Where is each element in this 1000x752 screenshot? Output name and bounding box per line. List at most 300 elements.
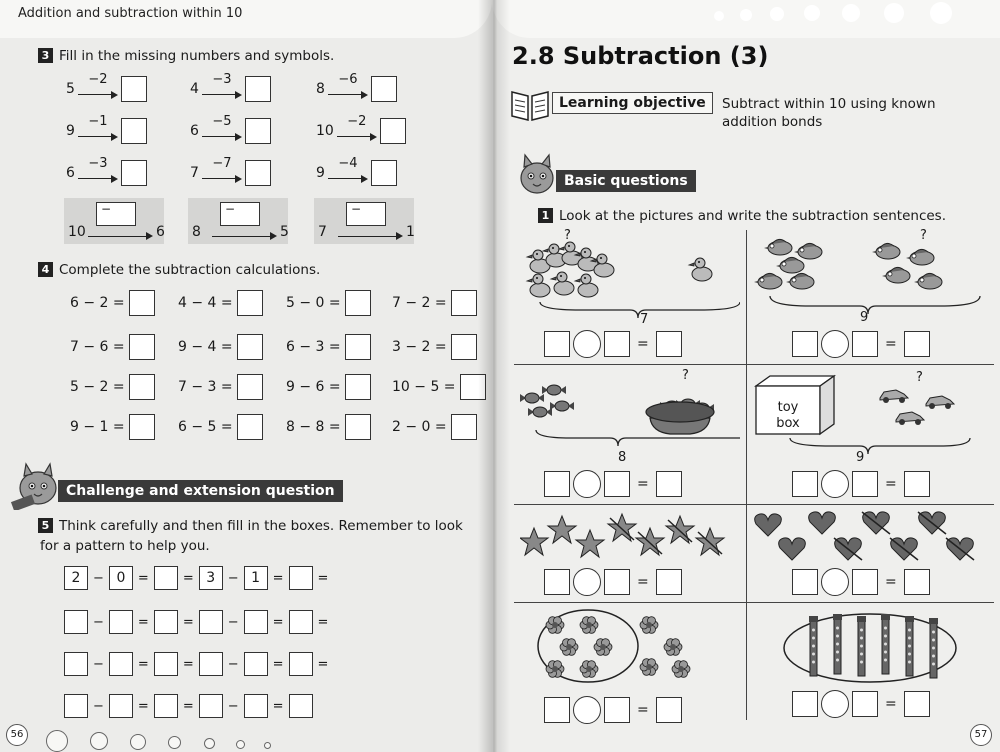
subtraction-calculation — [178, 374, 263, 400]
answer-box[interactable] — [154, 652, 178, 676]
book-gutter — [478, 0, 510, 752]
flower-icon — [546, 661, 564, 678]
answer-box[interactable] — [199, 694, 223, 718]
pattern-row — [64, 566, 328, 590]
answer-box[interactable] — [244, 652, 268, 676]
answer-box[interactable] — [289, 652, 313, 676]
answer-box[interactable] — [904, 471, 930, 497]
subtraction-calculation — [70, 334, 155, 360]
star-icon — [520, 528, 548, 555]
question-number: 1 — [538, 208, 553, 223]
bird-icon — [764, 239, 792, 255]
arrow-head — [111, 175, 118, 183]
answer-box[interactable] — [544, 569, 570, 595]
sweet-icon — [520, 393, 544, 403]
equals-sign: = — [885, 696, 897, 712]
arrow-item — [190, 114, 271, 144]
flower-icon — [546, 617, 564, 634]
challenge-banner: Challenge and extension question — [58, 480, 343, 502]
equals-sign: = — [272, 656, 284, 672]
arrow-item — [316, 72, 397, 102]
duck-icon — [551, 272, 574, 295]
answer-box[interactable] — [371, 160, 397, 186]
calculation-text: 7 − 2 = — [392, 295, 447, 311]
minus-sign: − — [93, 614, 104, 630]
arrow-line — [212, 236, 272, 237]
answer-box[interactable] — [237, 414, 263, 440]
subtraction-sentence — [792, 330, 930, 358]
calculation-text: 2 − 0 = — [392, 419, 447, 435]
page-number: 56 — [6, 724, 28, 746]
start-number: 7 — [318, 224, 327, 240]
answer-box[interactable] — [656, 697, 682, 723]
answer-box[interactable] — [121, 160, 147, 186]
bird-icon — [914, 273, 942, 289]
answer-box[interactable] — [544, 331, 570, 357]
answer-box[interactable] — [289, 566, 313, 590]
star-icon — [548, 516, 576, 543]
answer-box[interactable]: 1 — [244, 566, 268, 590]
equals-sign: = — [637, 476, 649, 492]
flower-icon — [560, 639, 578, 656]
arrow-head — [370, 133, 377, 141]
answer-box[interactable] — [544, 697, 570, 723]
equals-sign: = — [182, 698, 194, 714]
start-number: 4 — [190, 81, 199, 97]
answer-box[interactable] — [656, 569, 682, 595]
subtraction-sentence — [792, 690, 930, 718]
answer-box[interactable] — [451, 414, 477, 440]
arrow-head — [111, 133, 118, 141]
decorative-dot — [236, 740, 245, 749]
equals-sign: = — [272, 614, 284, 630]
question-text: Fill in the missing numbers and symbols. — [59, 48, 335, 64]
answer-box[interactable] — [121, 118, 147, 144]
arrow-item — [66, 72, 147, 102]
calculation-text: 5 − 0 = — [286, 295, 341, 311]
answer-box[interactable] — [852, 331, 878, 357]
total-label: 7 — [640, 312, 649, 327]
heart-icon — [862, 512, 890, 534]
decorative-dot — [884, 3, 904, 23]
question-mark: ? — [916, 370, 923, 385]
answer-box[interactable] — [451, 334, 477, 360]
subtraction-calculation — [178, 290, 263, 316]
total-label: 9 — [856, 450, 865, 465]
decorative-dot — [264, 742, 271, 749]
operation-label: −7 — [212, 156, 232, 171]
operation-label: −4 — [338, 156, 358, 171]
equals-sign: = — [317, 570, 329, 586]
equals-sign: = — [182, 570, 194, 586]
equals-sign: = — [182, 614, 194, 630]
heart-icon — [946, 538, 974, 560]
arrow-icon — [328, 156, 368, 182]
answer-box[interactable] — [121, 76, 147, 102]
calculation-text: 6 − 3 = — [286, 339, 341, 355]
subtraction-calculation — [286, 290, 371, 316]
answer-box[interactable] — [380, 118, 406, 144]
answer-box[interactable] — [792, 331, 818, 357]
arrow-head — [235, 175, 242, 183]
answer-box[interactable] — [237, 290, 263, 316]
basic-questions-banner: Basic questions — [556, 170, 696, 192]
answer-box[interactable] — [129, 414, 155, 440]
recorder-icon — [809, 616, 818, 676]
answer-box[interactable] — [245, 76, 271, 102]
duck-icon — [689, 258, 712, 281]
calculation-text: 3 − 2 = — [392, 339, 447, 355]
equals-sign: = — [137, 698, 149, 714]
answer-box[interactable] — [64, 652, 88, 676]
bird-icon — [786, 273, 814, 289]
answer-box[interactable] — [792, 471, 818, 497]
recorder-icon — [929, 618, 938, 678]
question-3-prompt — [38, 48, 334, 64]
operator-circle[interactable] — [573, 330, 601, 358]
birds-picture — [750, 232, 990, 332]
end-number: 6 — [156, 224, 165, 240]
stars-picture — [520, 510, 740, 564]
start-number: 8 — [192, 224, 201, 240]
heart-icon — [890, 538, 918, 560]
operation-label: −2 — [88, 72, 108, 87]
left-page — [0, 0, 492, 752]
answer-box[interactable] — [345, 334, 371, 360]
equals-sign: = — [272, 698, 284, 714]
answer-box[interactable] — [109, 610, 133, 634]
equals-sign: = — [272, 570, 284, 586]
equals-sign: = — [885, 574, 897, 590]
question-mark: ? — [682, 368, 689, 383]
subtraction-sentence — [792, 470, 930, 498]
answer-box[interactable] — [199, 610, 223, 634]
decorative-dot — [714, 11, 724, 21]
question-5-prompt — [38, 516, 463, 556]
heart-icon — [755, 514, 782, 536]
reverse-arrow-item — [318, 202, 414, 242]
sweets-picture — [520, 378, 740, 458]
answer-box[interactable] — [109, 652, 133, 676]
arrow-head — [361, 91, 368, 99]
heart-icon — [834, 538, 862, 560]
grid-divider — [746, 230, 747, 720]
answer-box[interactable] — [64, 694, 88, 718]
question-text: Complete the subtraction calculations. — [59, 262, 321, 278]
decorative-dot — [130, 734, 146, 750]
equals-sign: = — [137, 614, 149, 630]
decorative-dot — [842, 4, 860, 22]
operator-circle[interactable] — [821, 470, 849, 498]
answer-box[interactable]: 2 — [64, 566, 88, 590]
star-icon — [636, 528, 664, 555]
star-icon — [576, 530, 604, 557]
recorder-icon — [881, 614, 890, 674]
decorative-dot — [740, 9, 752, 21]
answer-box[interactable] — [345, 414, 371, 440]
answer-box[interactable] — [245, 118, 271, 144]
answer-box[interactable] — [904, 569, 930, 595]
start-number: 5 — [66, 81, 75, 97]
total-label: 9 — [860, 310, 869, 325]
answer-box[interactable] — [237, 334, 263, 360]
answer-box[interactable] — [199, 652, 223, 676]
bird-icon — [794, 243, 822, 259]
sweet-icon — [528, 407, 552, 417]
arrow-line — [78, 178, 114, 179]
bird-icon — [776, 257, 804, 273]
decorative-dot — [770, 7, 784, 21]
answer-box[interactable] — [904, 691, 930, 717]
answer-box[interactable] — [96, 202, 136, 226]
question-number: 5 — [38, 518, 53, 533]
recorder-icon — [833, 614, 842, 674]
arrow-head — [235, 91, 242, 99]
answer-box[interactable] — [129, 290, 155, 316]
subtraction-calculation — [392, 334, 477, 360]
operation-label: − — [101, 202, 112, 216]
calculation-text: 4 − 4 = — [178, 295, 233, 311]
arrow-head — [396, 232, 403, 240]
minus-sign: − — [227, 614, 239, 630]
arrow-line — [328, 94, 364, 95]
recorders-picture — [780, 608, 960, 686]
question-text-continued: for a pattern to help you. — [40, 538, 210, 554]
arrow-line — [337, 136, 373, 137]
answer-box[interactable] — [154, 610, 178, 634]
minus-sign: − — [227, 656, 239, 672]
ducks-picture — [520, 234, 740, 334]
recorder-icon — [857, 616, 866, 676]
start-number: 9 — [66, 123, 75, 139]
arrow-icon — [202, 72, 242, 98]
subtraction-sentence — [544, 470, 682, 498]
flowers-picture — [536, 608, 736, 686]
operation-label: − — [351, 202, 362, 216]
operation-label: −1 — [88, 114, 108, 129]
operator-circle[interactable] — [573, 568, 601, 596]
book-icon — [510, 88, 550, 122]
end-number: 1 — [406, 224, 415, 240]
question-number: 3 — [38, 48, 53, 63]
arrow-item — [66, 156, 147, 186]
bird-icon — [906, 249, 934, 265]
answer-box[interactable]: 0 — [109, 566, 133, 590]
answer-box[interactable] — [904, 331, 930, 357]
operation-label: −2 — [347, 114, 367, 129]
question-4-prompt — [38, 262, 320, 278]
answer-box[interactable] — [852, 471, 878, 497]
start-number: 6 — [190, 123, 199, 139]
question-text: Look at the pictures and write the subtraction sentences. — [559, 208, 947, 224]
subtraction-calculation — [392, 374, 486, 400]
equals-sign: = — [637, 574, 649, 590]
subtraction-sentence — [544, 696, 682, 724]
answer-box[interactable]: 3 — [199, 566, 223, 590]
pattern-row — [64, 694, 313, 718]
start-number: 7 — [190, 165, 199, 181]
arrow-line — [202, 94, 238, 95]
answer-box[interactable] — [64, 610, 88, 634]
arrow-line — [78, 94, 114, 95]
toy-car-icon — [926, 396, 954, 409]
answer-box[interactable] — [154, 566, 178, 590]
answer-box[interactable] — [109, 694, 133, 718]
answer-box[interactable] — [792, 569, 818, 595]
operator-circle[interactable] — [573, 696, 601, 724]
arrow-icon — [78, 114, 118, 140]
grid-divider — [514, 504, 994, 505]
subtraction-calculation — [286, 414, 371, 440]
equals-sign: = — [885, 336, 897, 352]
bird-icon — [754, 273, 782, 289]
arrow-head — [235, 133, 242, 141]
answer-box[interactable] — [289, 694, 313, 718]
decorative-dot — [90, 732, 108, 750]
arrow-icon — [78, 156, 118, 182]
arrow-icon — [202, 156, 242, 182]
arrow-line — [328, 178, 364, 179]
equals-sign: = — [137, 656, 149, 672]
calculation-text: 10 − 5 = — [392, 379, 456, 395]
arrow-icon — [202, 114, 242, 140]
answer-box[interactable] — [289, 610, 313, 634]
minus-sign: − — [93, 656, 104, 672]
arrow-line — [78, 136, 114, 137]
arrow-head — [270, 232, 277, 240]
calculation-text: 6 − 5 = — [178, 419, 233, 435]
duck-icon — [575, 274, 598, 297]
operation-label: −3 — [88, 156, 108, 171]
grid-divider — [514, 364, 994, 365]
answer-box[interactable] — [220, 202, 260, 226]
duck-icon — [527, 274, 550, 297]
arrow-item — [190, 156, 271, 186]
arrow-item — [316, 114, 406, 144]
flower-icon — [580, 617, 598, 634]
question-text: Think carefully and then fill in the boxes. Remember to look — [59, 518, 463, 534]
heart-icon — [779, 538, 806, 560]
operator-circle[interactable] — [821, 568, 849, 596]
answer-box[interactable] — [345, 374, 371, 400]
subtraction-calculation — [70, 374, 155, 400]
star-icon — [666, 516, 694, 543]
answer-box[interactable] — [792, 691, 818, 717]
decorative-dot — [46, 730, 68, 752]
answer-box[interactable] — [154, 694, 178, 718]
toy-car-icon — [880, 390, 908, 403]
learning-objective-text: Subtract within 10 using known addition bonds — [722, 96, 936, 130]
equals-sign: = — [137, 570, 149, 586]
calculation-text: 7 − 6 = — [70, 339, 125, 355]
flower-icon — [664, 639, 682, 656]
star-icon — [696, 528, 724, 555]
decorative-dot — [804, 5, 820, 21]
answer-box[interactable] — [451, 290, 477, 316]
arrow-icon — [78, 72, 118, 98]
heart-icon — [809, 512, 836, 534]
arrow-line — [338, 236, 398, 237]
subtraction-calculation — [70, 414, 155, 440]
equals-sign: = — [637, 702, 649, 718]
answer-box[interactable] — [129, 334, 155, 360]
operator-circle[interactable] — [573, 470, 601, 498]
question-number: 4 — [38, 262, 53, 277]
equals-sign: = — [885, 476, 897, 492]
arrow-line — [202, 136, 238, 137]
flower-icon — [640, 617, 658, 634]
subtraction-calculation — [286, 374, 371, 400]
answer-box[interactable] — [544, 471, 570, 497]
answer-box[interactable] — [245, 160, 271, 186]
question-mark: ? — [564, 228, 571, 243]
start-number: 8 — [316, 81, 325, 97]
answer-box[interactable] — [371, 76, 397, 102]
answer-box[interactable] — [604, 471, 630, 497]
arrow-line — [202, 178, 238, 179]
arrow-head — [361, 175, 368, 183]
operation-label: −6 — [338, 72, 358, 87]
decorative-dot — [204, 738, 215, 749]
answer-box[interactable] — [345, 290, 371, 316]
answer-box[interactable] — [604, 569, 630, 595]
minus-sign: − — [93, 698, 104, 714]
operation-label: −5 — [212, 114, 232, 129]
pattern-row — [64, 652, 328, 676]
toy-car-icon — [896, 412, 924, 425]
minus-sign: − — [227, 698, 239, 714]
operator-circle[interactable] — [821, 690, 849, 718]
equals-sign: = — [637, 336, 649, 352]
answer-box[interactable] — [244, 610, 268, 634]
flower-icon — [640, 659, 658, 676]
arrow-icon — [328, 72, 368, 98]
start-number: 10 — [316, 123, 334, 139]
sweet-icon — [542, 385, 566, 395]
answer-box[interactable] — [852, 569, 878, 595]
operation-label: −3 — [212, 72, 232, 87]
subtraction-sentence — [544, 330, 682, 358]
calculation-text: 9 − 1 = — [70, 419, 125, 435]
answer-box[interactable] — [604, 331, 630, 357]
star-icon — [608, 514, 636, 541]
sweet-icon — [550, 401, 574, 411]
question-1-prompt — [538, 208, 946, 224]
answer-box[interactable] — [244, 694, 268, 718]
decorative-dot — [930, 2, 952, 24]
question-mark: ? — [920, 228, 927, 243]
operator-circle[interactable] — [821, 330, 849, 358]
start-number: 6 — [66, 165, 75, 181]
arrow-icon — [337, 114, 377, 140]
answer-box[interactable] — [346, 202, 386, 226]
flower-icon — [672, 661, 690, 678]
learning-objective-label: Learning objective — [552, 92, 713, 114]
minus-sign: − — [93, 570, 104, 586]
answer-box[interactable] — [604, 697, 630, 723]
right-page — [492, 0, 1000, 752]
equals-sign: = — [317, 614, 329, 630]
pattern-row — [64, 610, 328, 634]
equals-sign: = — [182, 656, 194, 672]
answer-box[interactable] — [656, 331, 682, 357]
answer-box[interactable] — [656, 471, 682, 497]
answer-box[interactable] — [852, 691, 878, 717]
reverse-arrow-item — [68, 202, 164, 242]
arrow-head — [111, 91, 118, 99]
answer-box[interactable] — [237, 374, 263, 400]
answer-box[interactable] — [129, 374, 155, 400]
